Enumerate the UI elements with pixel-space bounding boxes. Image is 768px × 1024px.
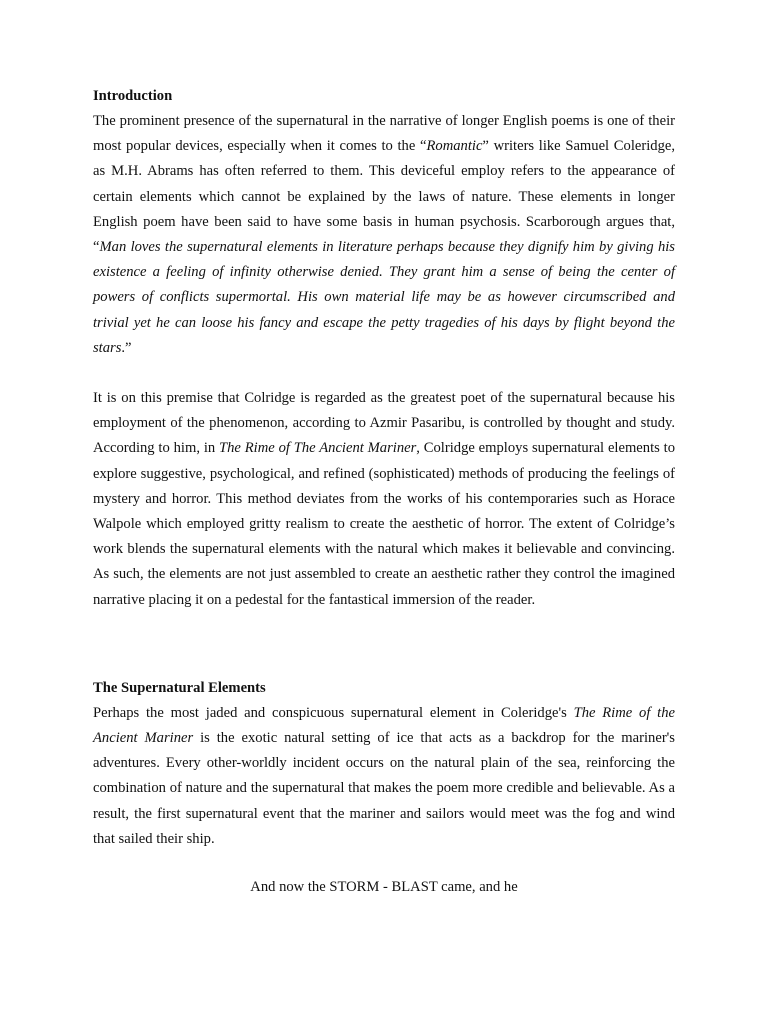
italic-text: Man loves the supernatural elements in literature perhaps because they dignify him by giving his existence a feeling of infinity otherwise denied. They grant him a sense of being the center of powers of conflicts supermortal. His own material life may be as however circumscribed and trivial yet he can loose his fancy and escape the petty tragedies of his days by flight beyond the stars	[93, 239, 675, 356]
verse-gap	[93, 852, 675, 875]
supernatural-paragraph-1: Perhaps the most jaded and conspicuous supernatural element in Coleridge's The Rime of the Ancient Mariner is the exotic natural setting of ice that acts as a backdrop for the mariner's adventures. Every other-worldly incident occurs on the natural plain of the sea, reinforcing the combination of nature and the supernatural that makes the poem more credible and believable. As a result, the first supernatural event that the mariner and sailors would meet was the fog and wind that sailed their ship.	[93, 704, 675, 847]
italic-text: The Rime of The Ancient Mariner	[219, 440, 417, 457]
paragraph-gap	[93, 361, 675, 386]
poem-verse-line: And now the STORM - BLAST came, and he	[250, 879, 518, 896]
document-page	[93, 84, 675, 900]
section-gap	[93, 613, 675, 676]
intro-paragraph-2: It is on this premise that Colridge is regarded as the greatest poet of the supernatural because his employment of the phenomenon, according to Azmir Pasaribu, is controlled by thought and study. According to him, in The Rime of The Ancient Mariner, Colridge employs supernatural elements to explore suggestive, psychological, and refined (sophisticated) methods of producing the feelings of mystery and horror. This method deviates from the works of his contemporaries such as Horace Walpole which employed gritty realism to create the aesthetic of horror. The extent of Colridge’s work blends the supernatural elements with the natural which makes it believable and convincing. As such, the elements are not just assembled to create an aesthetic rather they control the imagined narrative placing it on a pedestal for the fantastical immersion of the reader.	[93, 390, 675, 608]
italic-text: The Rime of the Ancient Mariner	[93, 704, 675, 747]
intro-paragraph-1: The prominent presence of the supernatural in the narrative of longer English poems is one of their most popular devices, especially when it comes to the “Romantic” writers like Samuel Coleridge, as M.H. Abrams has often referred to them. This deviceful employ refers to the appearance of certain elements which cannot be explained by the laws of nature. These elements in longer English poem have been said to have some basis in human psychosis. Scarborough argues that, “Man loves the supernatural elements in literature perhaps because they dignify him by giving his existence a feeling of infinity otherwise denied. They grant him a sense of being the center of powers of conflicts supermortal. His own material life may be as however circumscribed and trivial yet he can loose his fancy and escape the petty tragedies of his days by flight beyond the stars.”	[93, 113, 675, 356]
heading-supernatural-elements: The Supernatural Elements	[93, 679, 266, 696]
italic-text: Romantic	[426, 138, 483, 155]
heading-introduction: Introduction	[93, 88, 173, 104]
